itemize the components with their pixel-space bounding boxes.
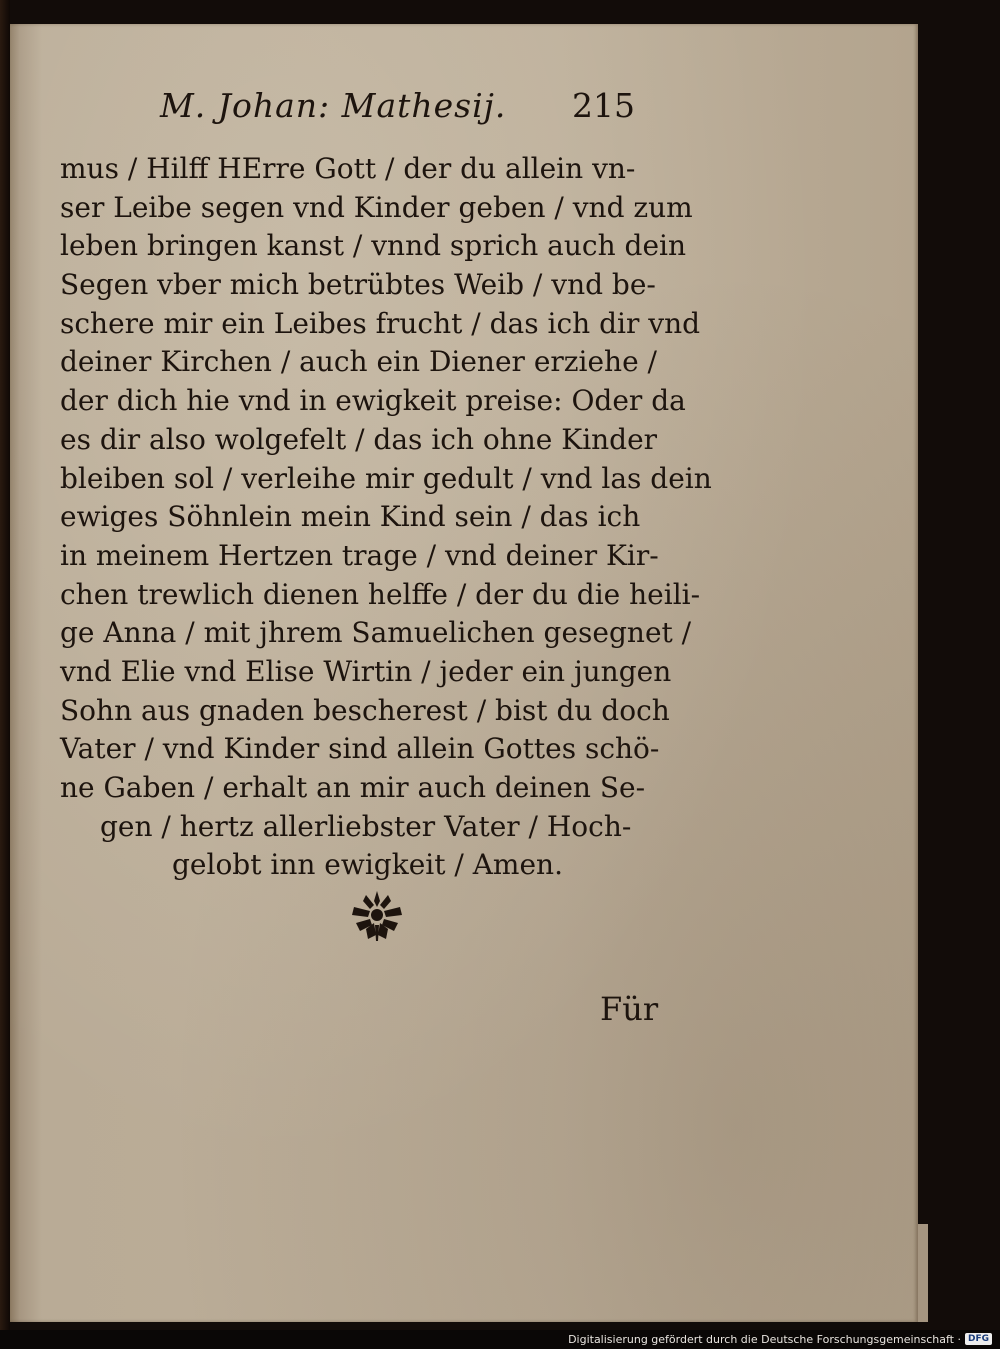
page-corner-tab — [918, 1224, 928, 1322]
fleuron-ornament-icon — [346, 885, 408, 947]
text-line: chen trewlich dienen helffe / der du die heili- — [60, 577, 701, 611]
footer-credit: Digitalisierung gefördert durch die Deutsche Forschungsgemeinschaft · — [568, 1332, 961, 1346]
running-title: M. Johan: Mathesij. — [160, 86, 507, 125]
text-line: ewiges Söhnlein mein Kind sein / das ich — [60, 500, 641, 534]
book-binding-edge — [0, 0, 10, 1330]
text-line: ne Gaben / erhalt an mir auch deinen Se- — [60, 771, 646, 804]
dfg-logo-icon: DFG — [965, 1333, 992, 1345]
page-number: 215 — [572, 86, 635, 125]
text-line: in meinem Hertzen trage / vnd deiner Kir- — [60, 538, 659, 572]
text-line: leben bringen kanst / vnnd sprich auch dein — [60, 229, 687, 263]
text-line: gen / hertz allerliebster Vater / Hoch- — [100, 809, 632, 843]
text-line: Segen vber mich betrübtes Weib / vnd be- — [60, 268, 656, 302]
text-line: ser Leibe segen vnd Kinder geben / vnd zum — [60, 190, 693, 224]
text-line: gelobt inn ewigkeit / Amen. — [172, 848, 563, 882]
text-line: bleiben sol / verleihe mir gedult / vnd las dein — [60, 461, 712, 495]
text-line: es dir also wolgefelt / das ich ohne Kinder — [60, 422, 658, 456]
text-line: mus / Hilff HErre Gott / der du allein vn- — [60, 152, 636, 185]
text-line: ge Anna / mit jhrem Samuelichen gesegnet / — [60, 616, 692, 650]
page-header — [160, 86, 660, 132]
text-line: deiner Kirchen / auch ein Diener erziehe / — [60, 345, 657, 379]
digitization-footer — [568, 1331, 992, 1347]
text-line: Vater / vnd Kinder sind allein Gottes schö- — [60, 732, 660, 766]
text-line: der dich hie vnd in ewigkeit preise: Oder da — [60, 384, 686, 418]
catchword: Für — [600, 990, 659, 1028]
text-line: Sohn aus gnaden bescherest / bist du doch — [60, 693, 670, 727]
text-line: vnd Elie vnd Elise Wirtin / jeder ein jungen — [60, 654, 672, 688]
text-line: schere mir ein Leibes frucht / das ich dir vnd — [60, 306, 701, 340]
body-text — [60, 150, 712, 885]
